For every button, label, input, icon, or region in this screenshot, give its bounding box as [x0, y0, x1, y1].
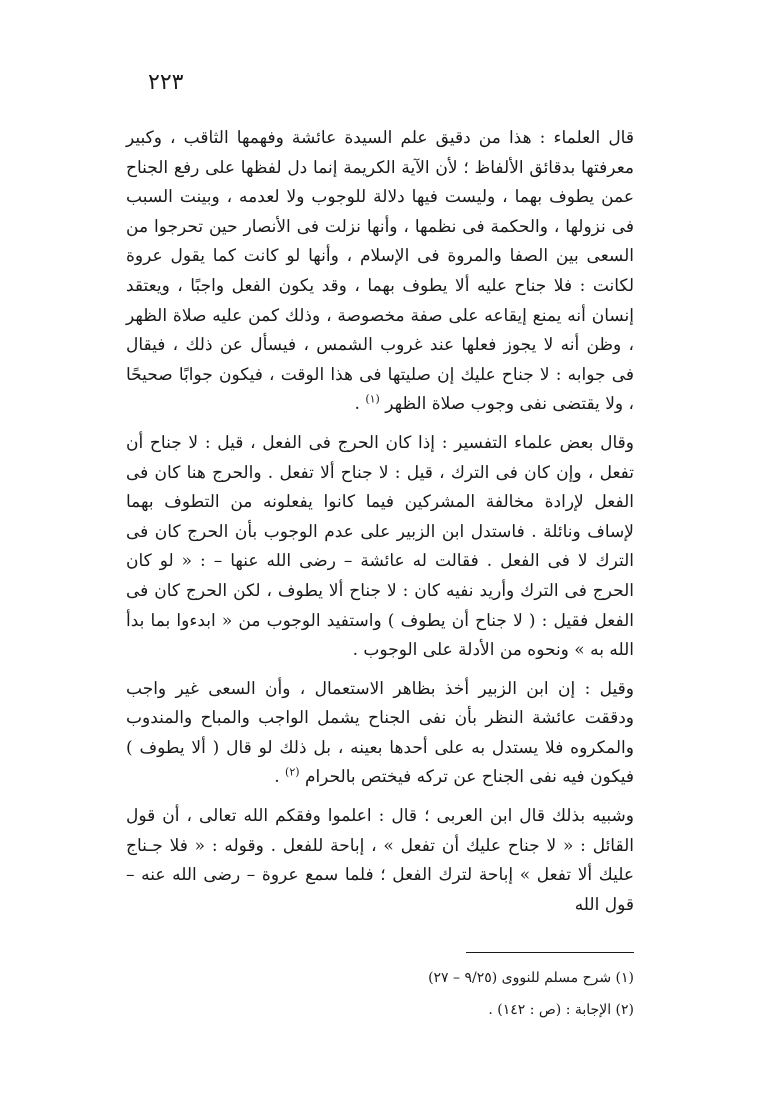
footnote-divider — [466, 952, 634, 953]
footnote-ref-1: (١) — [365, 392, 380, 406]
footnote-2: (٢) الإجابة : (ص : ١٤٢) . — [488, 1002, 634, 1018]
footnote-ref-2: (٢) — [285, 765, 300, 779]
paragraph-2: وقال بعض علماء التفسير : إذا كان الحرج فى الفعل ، قيل : لا جناح أن تفعل ، وإن كان فى الترك ، قيل : لا جناح ألا تفعل . والحرج هنا كان فى الفعل لإرادة مخالفة المشركين فيما كانوا يفعلونه من التطوف بهما لإساف ونائلة . فاستدل ابن الزبير على عدم الوجوب بأن الحرج كان فى الترك لا فى الفعل . فقالت له عائشة – رضى الله عنها – : « لو كان الحرج فى الترك وأريد نفيه كان : لا جناح ألا يطوف ، لكن الحرج كان فى الفعل فقيل : ( لا جناح أن يطوف ) واستفيد الوجوب من « ابدءوا بما بدأ الله به » ونحوه من الأدلة على الوجوب . — [126, 432, 634, 661]
footnote-1: (١) شرح مسلم للنووى (٩/٢٥ – ٢٧) — [428, 970, 634, 986]
paragraph-4: وشبيه بذلك قال ابن العربى ؛ قال : اعلموا وفقكم الله تعالى ، أن قول القائل : « لا جناح عليك أن تفعل » ، إباحة للفعل . وقوله : « فلا جـناج عليك ألا تفعل » إباحة لترك الفعل ؛ فلما سمع عروة – رضى الله عنه – قول الله — [126, 806, 634, 915]
paragraph-1: قال العلماء : هذا من دقيق علم السيدة عائشة وفهمها الثاقب ، وكبير معرفتها بدقائق الألفاظ ؛ لأن الآية الكريمة إنما دل لفظها على رفع الجناح عمن يطوف بهما ، وليست فيها دلالة للوجوب ولا لعدمه ، وبينت السبب فى نزولها ، والحكمة فى نظمها ، وأنها نزلت فى الأنصار حين تحرجوا من السعى بين الصفا والمروة فى الإسلام ، وأنها لو كانت كما يقول عروة لكانت : فلا جناح عليه ألا يطوف بهما ، وقد يكون الفعل واجبًا ، ويعتقد إنسان أنه يمنع إيقاعه على صفة مخصوصة ، وذلك كمن عليه صلاة الظهر ، وظن أنه لا يجوز فعلها عند غروب الشمس ، فيسأل عن ذلك ، فيقال فى جوابه : لا جناح عليك إن صليتها فى هذا الوقت ، فيكون جوابًا صحيحًا ، ولا يقتضى نفى وجوب صلاة الظهر $^{(١)}$ . — [126, 128, 635, 415]
page-number: ٢٢٣ — [148, 70, 184, 95]
paragraph-3: وقيل : إن ابن الزبير أخذ بظاهر الاستعمال ، وأن السعى غير واجب ودققت عائشة النظر بأن نفى الجناح يشمل الواجب والمباح والمندوب والمكروه فلا يستدل به على أحدها بعينه ، بل ذلك لو قال ( ألا يطوف ) فيكون فيه نفى الجناح عن تركه فيختص بالحرام $^{(٢)}$ . — [126, 678, 634, 788]
footnotes — [300, 962, 634, 1026]
main-text — [126, 124, 634, 920]
